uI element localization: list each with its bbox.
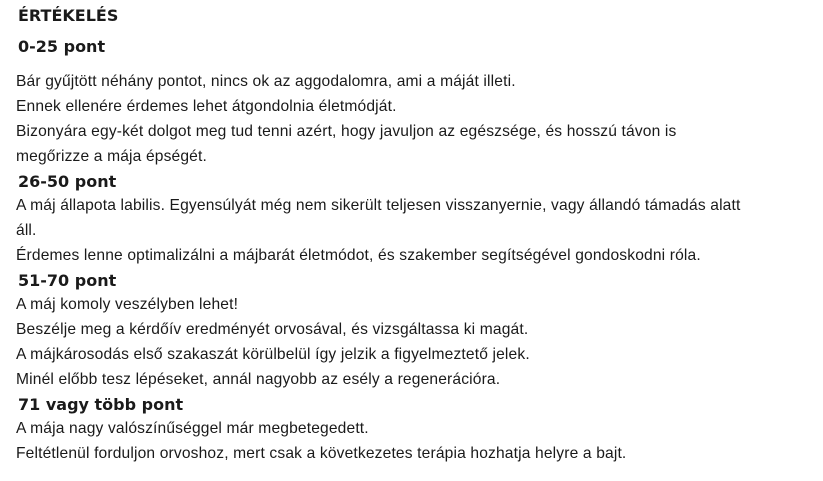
paragraph-line: megőrizze a mája épségét. xyxy=(16,148,207,165)
score-range-heading: 71 vagy több pont xyxy=(18,395,184,414)
evaluation-document xyxy=(16,4,806,466)
score-section-0-25 xyxy=(16,35,806,169)
score-range-heading: 0-25 pont xyxy=(18,37,106,56)
score-section-71-plus xyxy=(16,393,806,466)
paragraph-line: Érdemes lenne optimalizálni a májbarát életmódot, és szakember segítségével gondoskodni róla. xyxy=(16,247,701,264)
score-section-26-50 xyxy=(16,170,806,268)
paragraph-line: A mája nagy valószínűséggel már megbetegedett. xyxy=(16,420,369,437)
paragraph-line: A máj állapota labilis. Egyensúlyát még nem sikerült teljesen visszanyernie, vagy állandó támadás alatt xyxy=(16,197,741,214)
paragraph-line: Ennek ellenére érdemes lehet átgondolnia életmódját. xyxy=(16,98,397,115)
page-title: ÉRTÉKELÉS xyxy=(18,6,119,25)
paragraph-line: A máj komoly veszélyben lehet! xyxy=(16,296,239,313)
paragraph-line: áll. xyxy=(16,222,37,239)
paragraph-line: Feltétlenül forduljon orvoshoz, mert csak a következetes terápia hozhatja helyre a bajt. xyxy=(16,445,627,462)
paragraph-line: A májkárosodás első szakaszát körülbelül így jelzik a figyelmeztető jelek. xyxy=(16,346,530,363)
paragraph-line: Beszélje meg a kérdőív eredményét orvosával, és vizsgáltassa ki magát. xyxy=(16,321,529,338)
score-range-heading: 26-50 pont xyxy=(18,172,117,191)
paragraph-line: Bár gyűjtött néhány pontot, nincs ok az aggodalomra, ami a máját illeti. xyxy=(16,73,516,90)
paragraph-line: Minél előbb tesz lépéseket, annál nagyobb az esély a regenerációra. xyxy=(16,371,501,388)
paragraph-line: Bizonyára egy-két dolgot meg tud tenni azért, hogy javuljon az egészsége, és hosszú távon is xyxy=(16,123,677,140)
score-section-51-70 xyxy=(16,269,806,392)
score-range-heading: 51-70 pont xyxy=(18,271,117,290)
